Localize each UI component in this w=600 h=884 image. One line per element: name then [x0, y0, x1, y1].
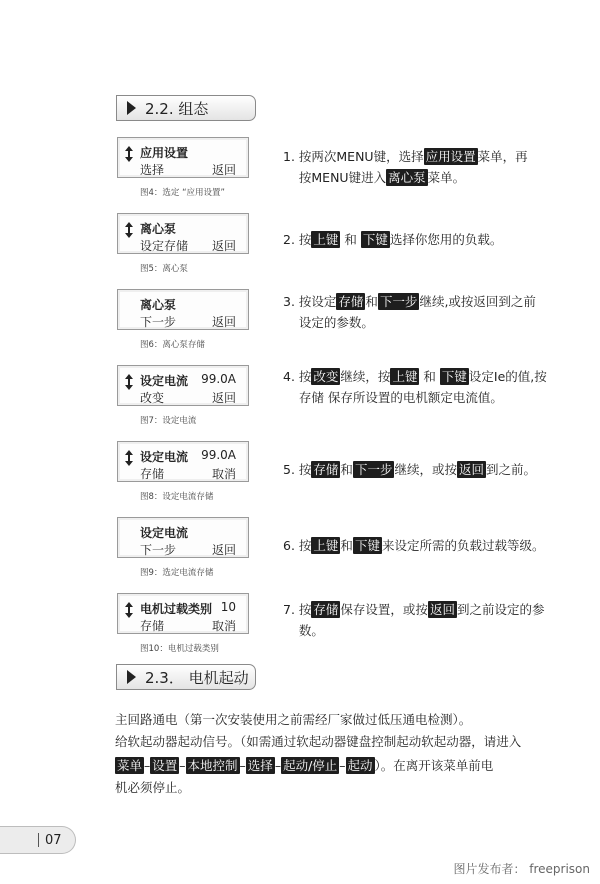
step-text: 7. 按 [283, 602, 312, 617]
lcd-line1: 离心泵 [140, 298, 177, 312]
lcd-screen [117, 365, 249, 406]
step-text: – [339, 758, 346, 773]
key-label: 选择 [247, 758, 273, 773]
paragraph-menu-path [115, 755, 575, 776]
key-label: 起动 [347, 758, 373, 773]
step-text: ）。在离开该菜单前电 [374, 758, 494, 773]
lcd-softkey-left: 下一步 [140, 315, 177, 329]
step-text: 选择你您用的负载。 [389, 232, 503, 247]
lcd-softkey-left: 存储 [140, 467, 165, 481]
step-text: 3. 按设定 [283, 294, 337, 309]
key-label: 设置 [152, 758, 178, 773]
up-down-arrow-icon [124, 222, 134, 238]
key-label: 菜单 [117, 758, 143, 773]
triangle-right-icon [127, 670, 136, 684]
lcd-line1: 应用设置 [140, 146, 189, 160]
lcd-line1-value: 10 [220, 600, 236, 614]
up-down-arrow-icon [124, 374, 134, 390]
step-text: – [144, 758, 151, 773]
section-title: 2.2. 组态 [145, 99, 209, 118]
lcd-softkey-right: 取消 [211, 467, 236, 481]
key-label: 下键 [354, 538, 380, 553]
lcd-softkey-left: 选择 [140, 163, 165, 177]
step-text: 1. 按两次MENU键，选择 [283, 149, 424, 164]
lcd-screen [117, 137, 249, 178]
step-text: 和 [340, 232, 361, 247]
lcd-softkey-right: 返回 [211, 391, 236, 405]
figure-caption: 图8：设定电流存储 [140, 492, 214, 502]
lcd-softkey-right: 返回 [211, 543, 236, 557]
step-text: 数。 [283, 623, 324, 638]
lcd-softkey-left: 设定存储 [140, 239, 189, 253]
instruction-step [283, 459, 563, 480]
lcd-line1: 设定电流 [140, 450, 189, 464]
lcd-line1: 设定电流 [140, 526, 189, 540]
up-down-arrow-icon [124, 146, 134, 162]
step-text: 6. 按 [283, 538, 312, 553]
lcd-screen [117, 213, 249, 254]
step-text: 设定的参数。 [283, 315, 374, 330]
instruction-step [283, 229, 563, 250]
key-label: 存储 [313, 462, 339, 477]
instruction-step [283, 366, 563, 408]
image-credit: 图片发布者： freeprison [453, 862, 590, 876]
instruction-step [283, 535, 563, 556]
step-text: 4. 按 [283, 369, 312, 384]
key-label: 上键 [313, 538, 339, 553]
key-label: 下键 [362, 232, 388, 247]
lcd-softkey-right: 返回 [211, 315, 236, 329]
lcd-softkey-right: 取消 [211, 619, 236, 633]
lcd-screen [117, 441, 249, 482]
step-text: 来设定所需的负载过载等级。 [381, 538, 545, 553]
page-number-text: 07 [45, 832, 62, 848]
figure-caption: 图6：离心泵存储 [140, 340, 205, 350]
divider [38, 833, 39, 847]
step-text: 和 [419, 369, 440, 384]
triangle-right-icon [127, 101, 136, 115]
lcd-line1: 离心泵 [140, 222, 177, 236]
key-label: 应用设置 [425, 149, 476, 164]
step-text: 到之前。 [485, 462, 536, 477]
step-text: 和 [365, 294, 378, 309]
lcd-screen [117, 593, 249, 634]
instruction-step [283, 146, 563, 188]
lcd-line1: 设定电流 [140, 374, 189, 388]
step-text: – [239, 758, 246, 773]
lcd-screen [117, 289, 249, 330]
lcd-softkey-right: 返回 [211, 239, 236, 253]
key-label: 下键 [441, 369, 467, 384]
lcd-line1: 电机过载类别 [140, 602, 213, 616]
lcd-screen [117, 517, 249, 558]
paragraph-line: 给软起动器起动信号。（如需通过软起动器键盘控制起动软起动器，请进入 [115, 734, 522, 749]
key-label: 下一步 [379, 294, 418, 309]
step-text: 设定Ie的值,按 [468, 369, 547, 384]
step-text: 继续,或按返回到之前 [419, 294, 536, 309]
key-label: 离心泵 [388, 170, 426, 185]
key-label: 改变 [313, 369, 339, 384]
key-label: 返回 [429, 602, 455, 617]
step-text: 按MENU键进入 [283, 170, 387, 185]
lcd-softkey-left: 存储 [140, 619, 165, 633]
step-text: 和 [340, 462, 353, 477]
step-text: 继续，或按 [394, 462, 457, 477]
figure-caption: 图4：选定 “应用设置” [140, 188, 225, 198]
lcd-softkey-right: 返回 [211, 163, 236, 177]
lcd-line1-value: 99.0A [201, 448, 236, 462]
key-label: 存储 [338, 294, 364, 309]
key-label: 返回 [458, 462, 484, 477]
key-label: 下一步 [354, 462, 393, 477]
step-text: – [274, 758, 282, 773]
step-text: 和 [340, 538, 353, 553]
key-label: 本地控制 [187, 758, 238, 773]
lcd-softkey-left: 下一步 [140, 543, 177, 557]
figure-caption: 图5：离心泵 [140, 264, 188, 274]
section-header-motor-start [116, 664, 256, 690]
up-down-arrow-icon [124, 602, 134, 618]
figure-caption: 图10：电机过载类别 [140, 644, 219, 654]
step-text: 继续，按 [340, 369, 391, 384]
page-number [0, 826, 76, 854]
paragraph-line: 主回路通电（第一次安装使用之前需经厂家做过低压通电检测）。 [115, 712, 472, 727]
figure-caption: 图9：选定电流存储 [140, 568, 214, 578]
step-text: 保存设置，或按 [340, 602, 428, 617]
instruction-step [283, 599, 563, 641]
step-text: 2. 按 [283, 232, 312, 247]
step-text: 菜单，再 [477, 149, 528, 164]
up-down-arrow-icon [124, 450, 134, 466]
paragraph-line: 机必须停止。 [115, 780, 191, 795]
key-label: 存储 [313, 602, 339, 617]
step-text: – [179, 758, 186, 773]
key-label: 起动/停止 [283, 758, 338, 773]
section-title: 2.3． 电机起动 [145, 668, 249, 687]
step-text: 5. 按 [283, 462, 312, 477]
instruction-step [283, 291, 563, 333]
key-label: 上键 [313, 232, 339, 247]
step-text: 到之前设定的参 [456, 602, 545, 617]
figure-caption: 图7：设定电流 [140, 416, 197, 426]
step-text: 菜单。 [427, 170, 466, 185]
step-text: 存储 保存所设置的电机额定电流值。 [283, 390, 503, 405]
lcd-line1-value: 99.0A [201, 372, 236, 386]
lcd-softkey-left: 改变 [140, 391, 165, 405]
key-label: 上键 [392, 369, 418, 384]
section-header-config [116, 95, 256, 121]
